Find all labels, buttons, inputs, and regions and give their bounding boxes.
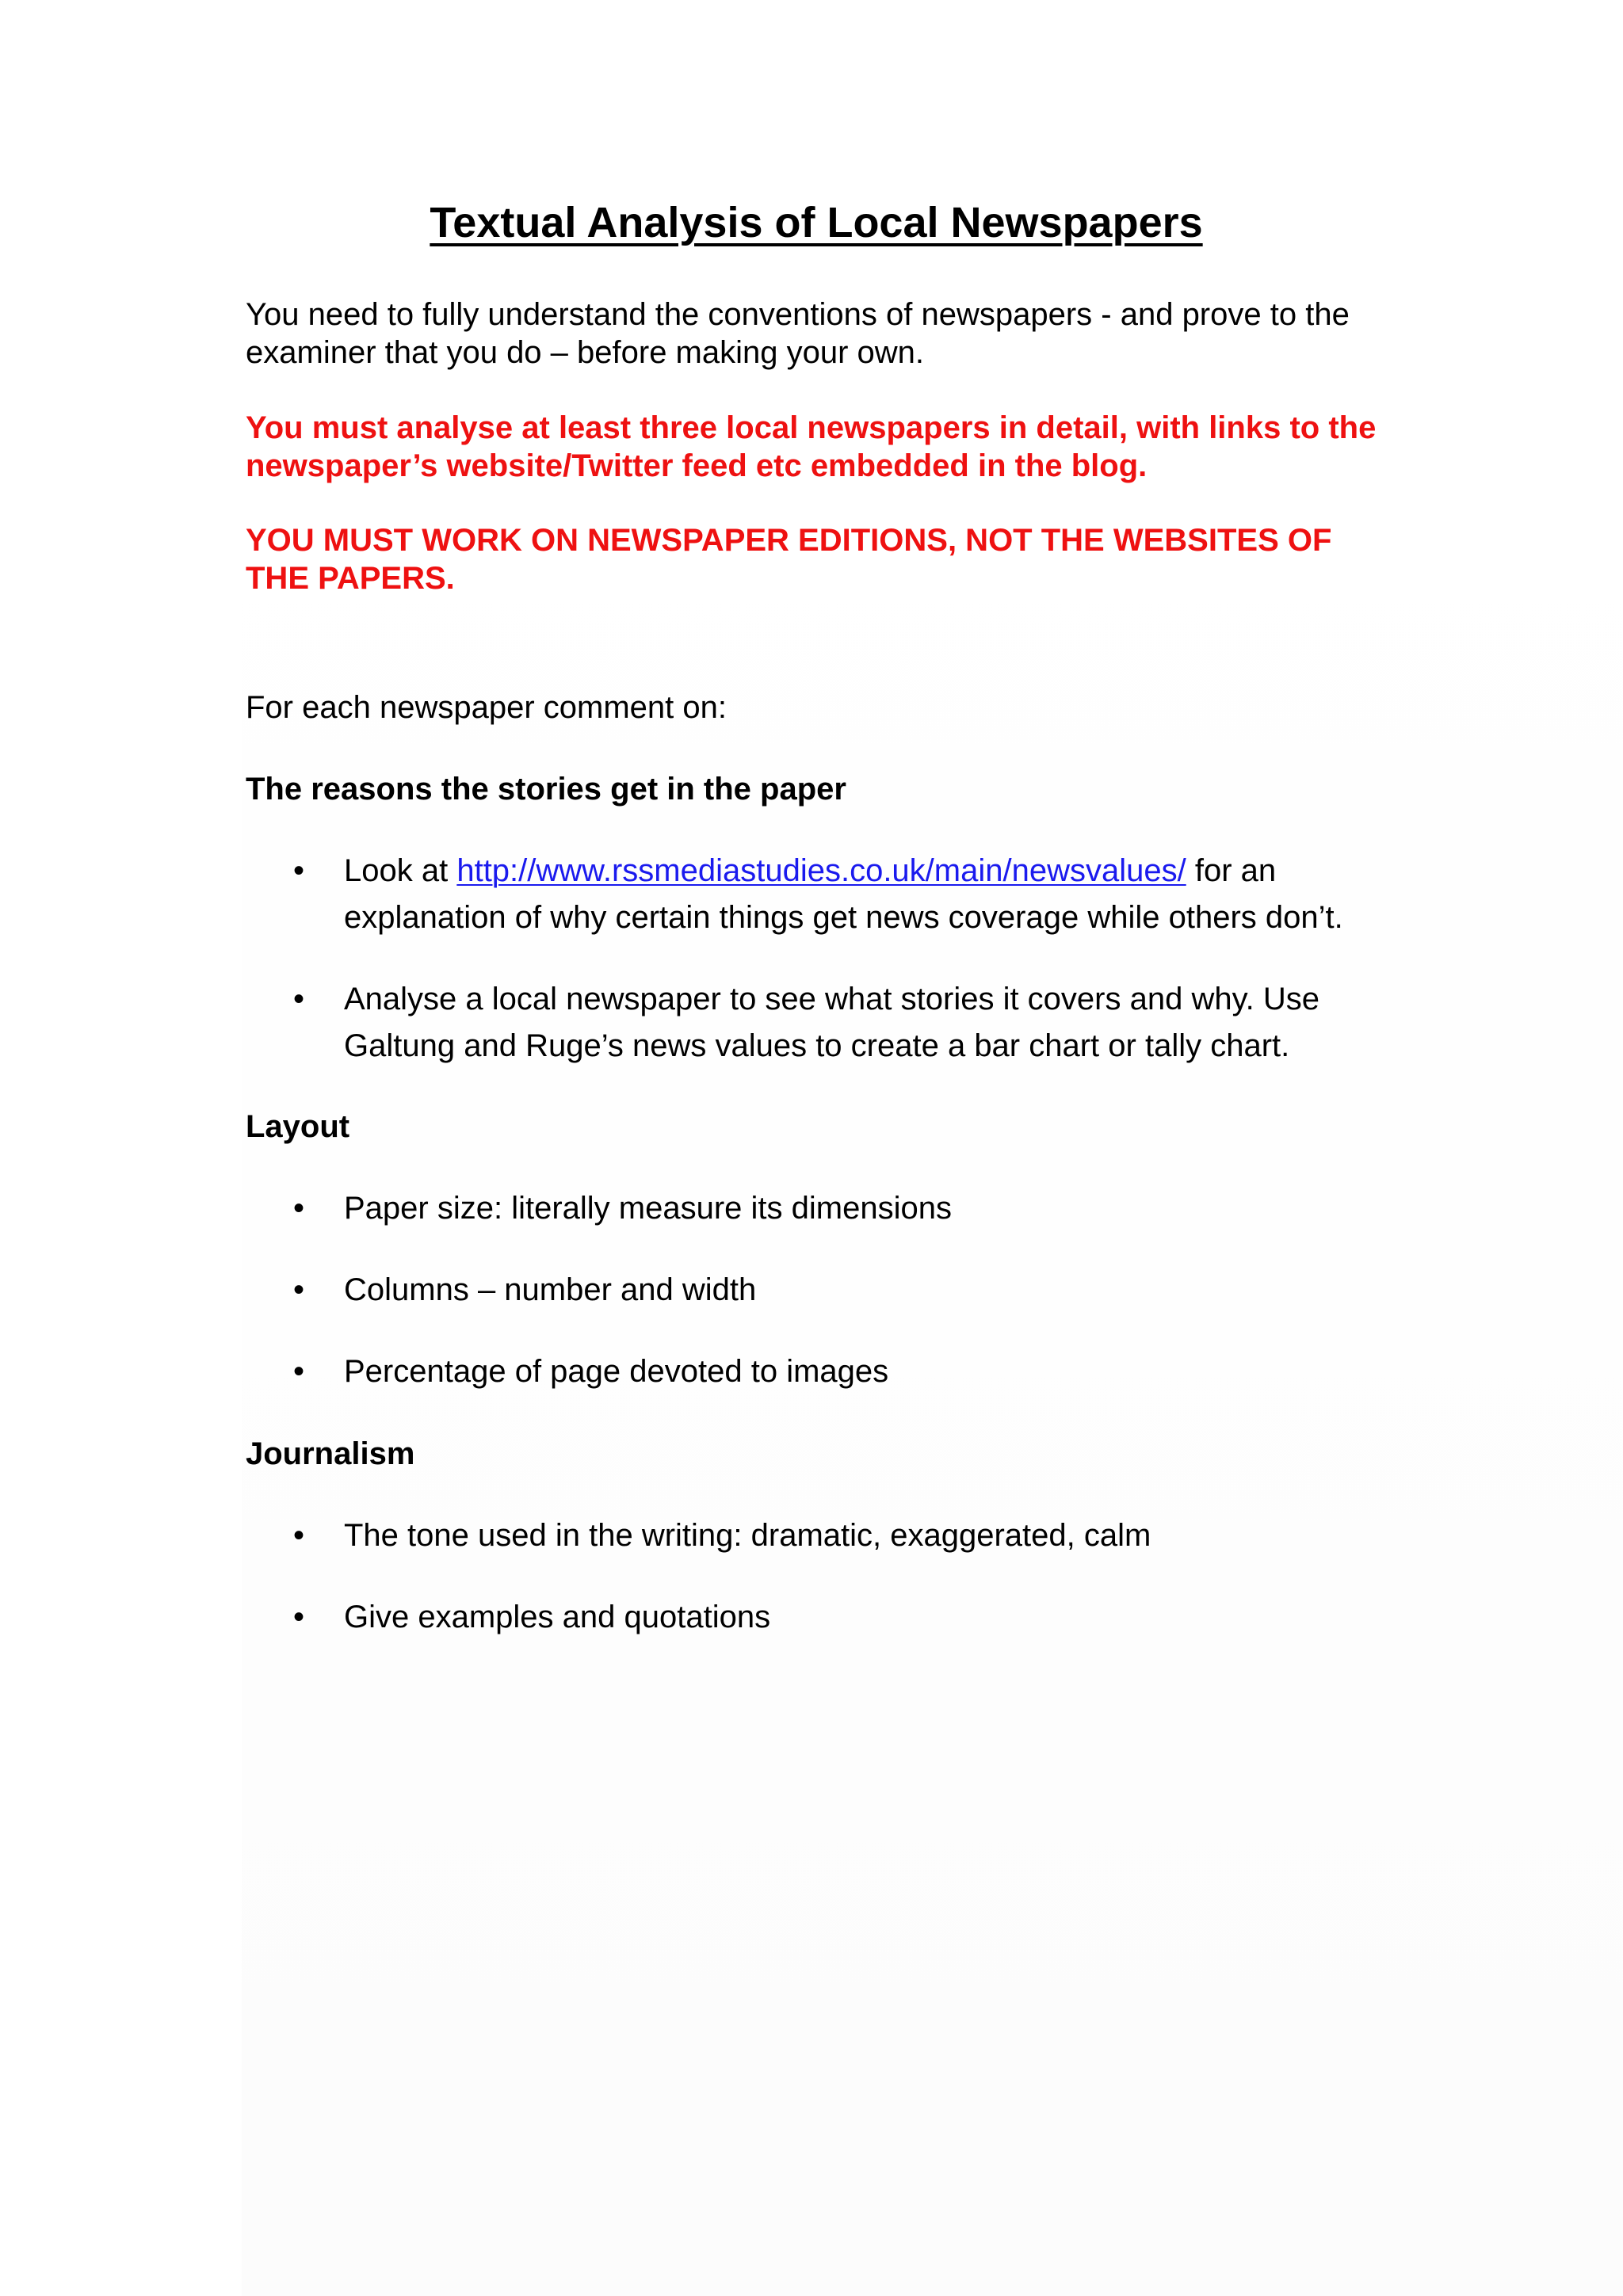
bullet-text: Give examples and quotations bbox=[344, 1600, 771, 1634]
bullet-icon: • bbox=[293, 1191, 305, 1226]
bullet-suffix: for an explanation of why certain things get news coverage while others don’t. bbox=[344, 853, 1343, 935]
bullet-icon: • bbox=[293, 853, 305, 888]
bullet-icon: • bbox=[293, 1518, 305, 1553]
intro-paragraph: You need to fully understand the conventions of newspapers - and prove to the examiner that you do – before making your own. bbox=[246, 297, 1350, 370]
bullet-icon: • bbox=[293, 1600, 305, 1634]
for-each-instruction: For each newspaper comment on: bbox=[246, 690, 727, 725]
warning-analyse-three: You must analyse at least three local newspapers in detail, with links to the newspaper’s website/Twitter feed etc embedded in the blog. bbox=[246, 410, 1377, 483]
page-title: Textual Analysis of Local Newspapers bbox=[430, 199, 1203, 246]
heading-reasons: The reasons the stories get in the paper bbox=[246, 772, 846, 807]
bullet-text: Percentage of page devoted to images bbox=[344, 1354, 889, 1389]
news-values-link[interactable]: http://www.rssmediastudies.co.uk/main/newsvalues/ bbox=[456, 853, 1186, 888]
bullet-text: The tone used in the writing: dramatic, exaggerated, calm bbox=[344, 1518, 1151, 1553]
bullet-text: Columns – number and width bbox=[344, 1272, 757, 1307]
bullet-text: Paper size: literally measure its dimensions bbox=[344, 1191, 952, 1226]
bullet-text: Analyse a local newspaper to see what stories it covers and why. Use Galtung and Ruge’s news values to create a bar chart or tally chart. bbox=[344, 982, 1319, 1063]
bullet-prefix: Look at bbox=[344, 853, 457, 888]
warning-editions-not-websites: YOU MUST WORK ON NEWSPAPER EDITIONS, NOT THE WEBSITES OF THE PAPERS. bbox=[246, 523, 1332, 596]
heading-layout: Layout bbox=[246, 1109, 350, 1144]
bullet-icon: • bbox=[293, 982, 305, 1016]
bullet-icon: • bbox=[293, 1272, 305, 1307]
bullet-icon: • bbox=[293, 1354, 305, 1389]
bullet-text bbox=[344, 848, 1398, 941]
heading-journalism: Journalism bbox=[246, 1436, 415, 1471]
